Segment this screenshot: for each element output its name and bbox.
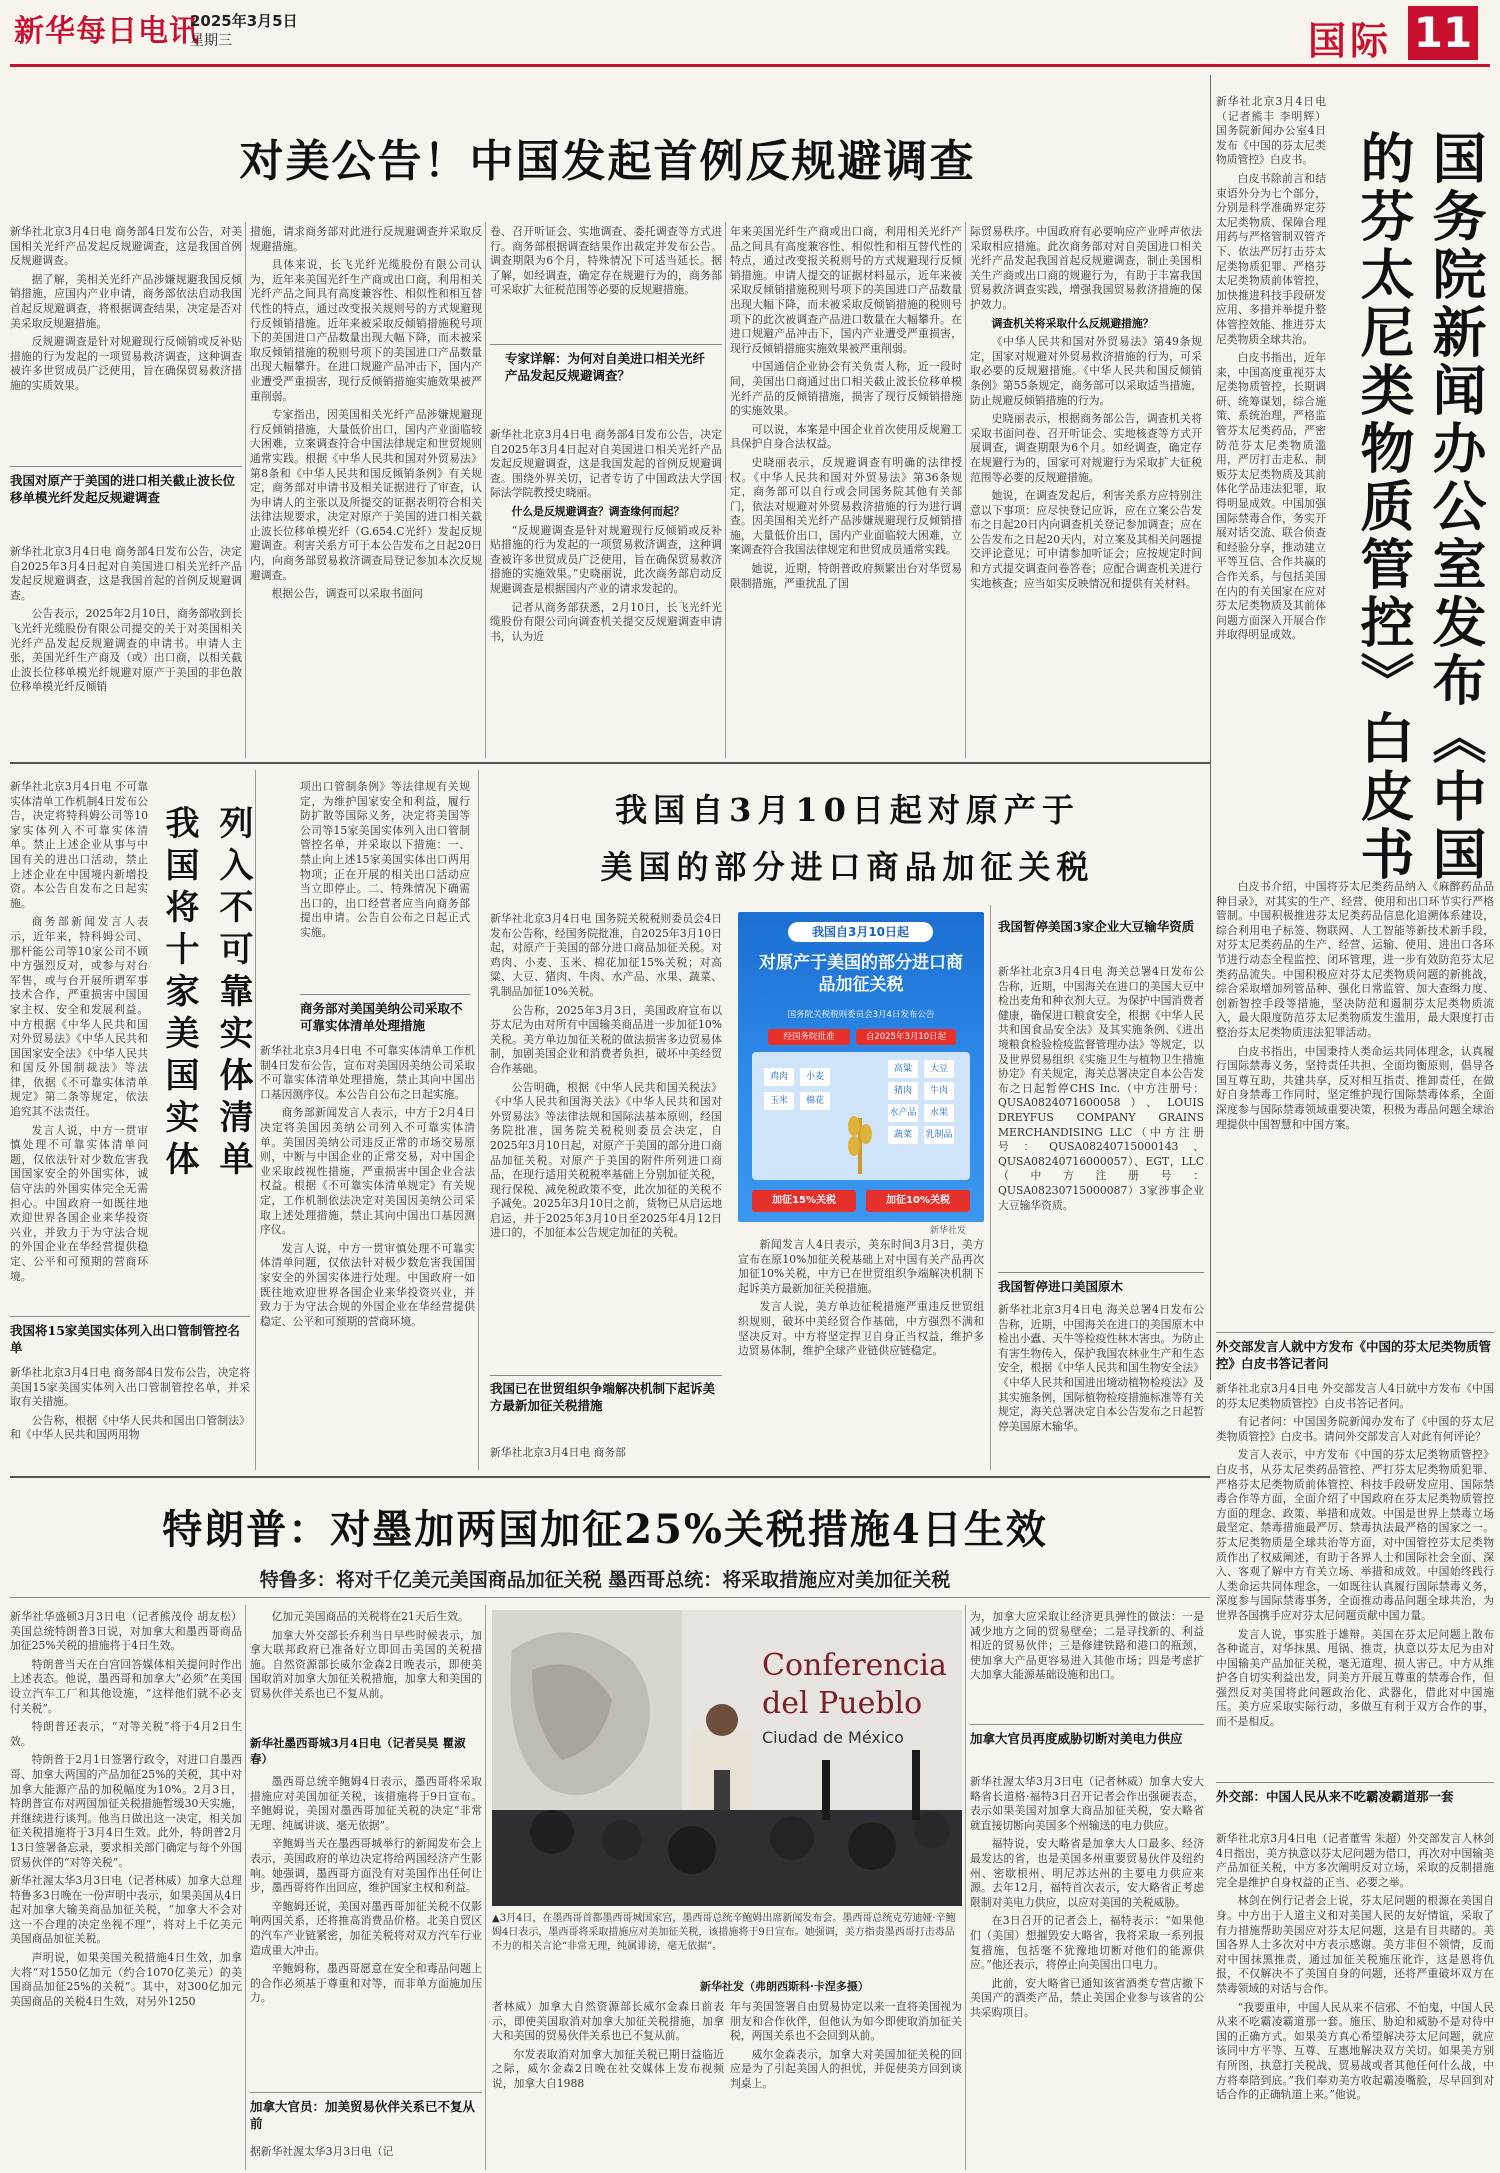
top-story-col5: 际贸易秩序。中国政府有必要响应产业呼声依法采取相应措施。此次商务部对对自美国进口相关光纤产品发起我国首起反规避调查，制止美国相关生产商或出口商的规避行为，有助于丰富我国贸易救济调查实践，增强我国贸易救济措施的保护效力。 调查机关将采取什么反规避措施？ 《中华人民共和国对外贸易法》第49条规定，国家对规避对外贸易救济措施的行为，可采取必要的反规避措施。《中华人民共和国反倾销条例》第55条规定，商务部可以采取适当措施，防止规避反倾销措施的行为。 史晓丽表示，根据商务部公告，调查机关将采取书面问卷、召开听证会、实地核查等方式开展调查，调查期限为6个月。如经调查，确定存在规避行为的，国家可对规避行为采取扩大征税范围等必要的反规避措施。 她说，在调查发起后，利害关系方应特别注意以下事项：应尽快登记应诉，应在立案公告发布之日起20日内向调查机关登记参加调查；应在公告发布之日起20天内，对立案及其相关问题提交评论意见；可申请参加听证会；应按规定时间和方式提交调查问卷答卷；应配合调查机关进行实地核查；应当如实反映情况和提供有关材料。 (970, 225, 1202, 590)
divider (245, 222, 246, 758)
item-10: 水产品 (888, 1104, 918, 1122)
tariff-col3: 新华社北京3月4日电 海关总署4日发布公告称，近期，中国海关在进口的美国原木中检出小蠹、天牛等检疫性林木害虫。为防止有害生物传入，保护我国农林业生产和生态安全，根据《中华人民共和国生物安全法》《中华人民共和国进出境动植物检疫法》及其实施条例，国际植物检疫措施标准等有关规定，海关总署决定自本公告发布之日起暂停美国原木输华。 (998, 1303, 1204, 1433)
tariff-col1: 新华社北京3月4日电 国务院关税税则委员会4日发布公告称，经国务院批准，自2025年3月10日起，对原产于美国的部分进口商品加征关税。对鸡肉、小麦、玉米、棉花加征15%关税；对高粱、大豆、猪肉、牛肉、水产品、水果、蔬菜、乳制品加征10%关税。 公告称，2025年3月3日，美国政府宣布以芬太尼为由对所有中国输美商品进一步加征10%关税。美方单边加征关税的做法损害多边贸易体制，加剧美国企业和消费者负担，破坏中美经贸合作基础。 公告明确，根据《中华人民共和国关税法》《中华人民共和国海关法》《中华人民共和国对外贸易法》等法律法规和国际法基本原则，经国务院批准，国务院关税税则委员会决定，自2025年3月10日起，对原产于美国的部分进口商品加征关税。对原产于美国的附件所列进口商品，在现行适用关税税率基础上分别加征关税，现行保税、减免税政策不变，此次加征的关税不予减免。2025年3月10日之前，货物已从启运地启运，并于2025年3月10日至2025年4月12日进口的，不加征本公告规定加征的关税。 (490, 912, 722, 1240)
tariff-headline-b: 美国的部分进口商品加征关税 (600, 848, 1095, 886)
trump-sub2: 加拿大官员：加美贸易伙伴关系已不复从前 (250, 2099, 476, 2131)
tariff-col1b: 新闻发言人4日表示，美东时间3月3日，美方宣布在原10%加征关税基础上对中国有关产品再次加征10%关税，中方已在世贸组织争端解决机制下起诉美方最新加征关税措施。 发言人说，美方单边征税措施严重违反世贸组织规则，破坏中美经贸合作基础，中方强烈不满和坚决反对。中方将坚定捍卫自身正当权益，维护多边贸易体制，维护全球产业链供应链稳定。 (738, 1238, 984, 1358)
item-15: 棉花 (800, 1092, 830, 1110)
divider (1216, 1782, 1494, 1783)
tariff-infographic (738, 912, 984, 1222)
tariff-sub3: 我国暂停进口美国原木 (998, 1279, 1124, 1294)
tariff-sub2: 我国暂停美国3家企业大豆输华资质 (998, 919, 1195, 934)
entity-story-colA: 新华社北京3月4日电 不可靠实体清单工作机制4日发布公告，决定将特科姆公司等10家实体列入不可靠实体清单。禁止上述企业从事与中国有关的进出口活动，禁止上述企业在中国境内新增投资。本公告自发布之日起实施。 商务部新闻发言人表示，近年来，特科姆公司、那杆能公司等10家公司不顾中方强烈反对，或参与对台军售，或与台开展所谓军事技术合作，严重损害中国国家主权、安全和发展利益。中方根据《中华人民共和国对外贸易法》《中华人民共和国国家安全法》《中华人民共和国反外国制裁法》等法律，依据《不可靠实体清单规定》第二条等规定，依法追究其不法责任。 发言人说，中方一贯审慎处理不可靠实体清单问题，仅依法针对少数危害我国国家安全的外国实体，诚信守法的外国实体完全无需担心。中国政府一如既往地欢迎世界各国企业来华投资兴业，并致力于为守法合规的外国企业在华经营提供稳定、公平和可预期的营商环境。 (10, 780, 148, 1283)
divider (1216, 1332, 1494, 1333)
divider (485, 222, 486, 758)
photo-text-3: Ciudad de México (762, 1728, 904, 1747)
wheat-icon (838, 1112, 882, 1176)
divider (990, 905, 991, 1470)
trump-col1: 新华社华盛顿3月3日电（记者熊茂伶 胡友松）美国总统特朗普3日说，对加拿大和墨西哥商品加征25%关税的措施将于4日生效。 特朗普当天在白宫回答媒体相关提问时作出上述表态。他说，墨西哥和加拿大“必须”在美国设立汽车工厂和其他设施，“这样他们就不必支付关税”。 特朗普还表示，“对等关税”将于4月2日生效。 特朗普于2月1日签署行政令，对进口自墨西哥、加拿大两国的产品加征25%的关税，其中对加拿大能源产品的加税幅度为10%。2月3日，特朗普宣布对两国加征关税措施暂缓30天实施，并继续进行谈判。他当日做出这一决定，相关加征关税措施将于3月4日生效。此外，特朗普2月13日签署备忘录，要求相关部门确定与每个外国贸易伙伴的“对等关税”。 新华社渥太华3月3日电（记者林威）加拿大总理特鲁多3日晚在一份声明中表示，如果美国从4日起对加拿大输美商品加征关税，“加拿大不会对这一不合理的决定坐视不理”，将对上千亿美元美国商品加征关税。 声明说，如果美国关税措施4日生效，加拿大将“对1550亿加元（约合1070亿美元）的美国商品加征25%的关税”。其中，对300亿加元美国商品的关税4日生效，对另外1250 (10, 1610, 242, 2008)
top-story-col3b: 新华社北京3月4日电 商务部4日发布公告，决定自2025年3月4日起对自美国进口相关光纤产品发起反规避调查，这是我国发起的首例反规避调查。围绕外界关切，记者专访了中国政法大学国际法学院教授史晓丽。 什么是反规避调查？调查缘何而起？ “反规避调查是针对规避现行反倾销或反补贴措施的行为发起的一项贸易救济调查，这种调查被许多世贸成员广泛使用，旨在确保贸易救济措施的实施效果。”史晓丽说，此次商务部启动反规避调查是根据国内产业的请求发起的。 记者从商务部获悉，2月10日，长飞光纤光缆股份有限公司向调查机关提交反规避调查申请书，认为近 (490, 428, 722, 643)
divider (998, 1272, 1204, 1273)
photo-text-2: del Pueblo (762, 1686, 923, 1721)
side-story-colA: 新华社北京3月4日电（记者熊丰 李明辉）国务院新闻办公室4日发布《中国的芬太尼类物质管控》白皮书。 白皮书除前言和结束语外分为七个部分，分别是科学准确界定芬太尼类物质、保障合理用药与严格管制双管齐下、依法严厉打击芬太尼类物质犯罪、严格芬太尼类物质前体管控，加快推进科技手段研发应用、多措并举提升整体管控效能、推进芬太尼类物质全球共治。 白皮书指出，近年来，中国高度重视芬太尼类物质管控，长期调研、统筹谋划，综合施策、系统治理，严格监管芬太尼类药品，严密防范芬太尼类物质滥用，严厉打击走私、制贩芬太尼类物质及其前体化学品违法犯罪，取得明显成效。中国加强国际禁毒合作，务实开展对话交流、联合侦查和经验分享，推动建立平等互信、合作共赢的合作关系，与包括美国在内的有关国家在应对芬太尼类物质及其前体问题方面深入开展合作并取得明显成效。 (1216, 95, 1326, 642)
side-story-headline: 国务院新闻办公室发布《中国的芬太尼类物质管控》白皮书 (1352, 130, 1488, 884)
rate-15-tag: 加征15%关税 (752, 1190, 856, 1212)
issue-weekday: 星期三 (190, 33, 232, 49)
entity-story-colB2: 新华社北京3月4日电 不可靠实体清单工作机制4日发布公告，宣布对美国因美纳公司采取不可靠实体清单处理措施，禁止其向中国出口基因测序仪。本公告自公布之日起实施。 商务部新闻发言人表示，中方于2月4日决定将美国因美纳公司列入不可靠实体清单。美国因美纳公司违反正常的市场交易原则，中断与中国企业的正常交易，对中国企业采取歧视性措施，严重损害中国企业合法权益。根据《不可靠实体清单规定》有关规定，工作机制依法决定对美国因美纳公司采取上述处理措施，禁止其向中国出口基因测序仪。 发言人说，中方一贯审慎处理不可靠实体清单问题，仅依法针对极少数危害我国国家安全的外国实体进行处理。中国政府一如既往地欢迎世界各国企业来华投资兴业，并致力于为守法合规的外国企业在华经营提供稳定、公平和可预期的营商环境。 (260, 1044, 475, 1328)
infographic-pill1: 经国务院批准 (768, 1029, 850, 1045)
photo-credit: 新华社发（弗朗西斯科·卡涅多摄） (700, 1980, 869, 1993)
item-15: 玉米 (764, 1092, 794, 1110)
divider (490, 1375, 722, 1376)
infographic-title: 对原产于美国的部分进口商品加征关税 (759, 953, 963, 995)
infographic-tag: 我国自3月10日起 (788, 922, 933, 942)
top-story-col1b: 新华社北京3月4日电 商务部4日发布公告，决定自2025年3月4日起对自美国进口相关光纤产品发起反规避调查，这是我国首起的首例反规避调查。 公告表示，2025年2月10日，商务部收到长飞光纤光缆股份有限公司提交的关于对美国相关光纤产品发起反规避调查的申请书。申请人主张，美国光纤生产商及（或）出口商，以相关截止波长位移单模光纤规避对原产于美国的非色散位移单模光纤反倾销 (10, 545, 242, 694)
divider (965, 1605, 966, 2170)
tariff-col2: 新华社北京3月4日电 海关总署4日发布公告称，近期，中国海关在进口的美国大豆中检出麦角和种衣剂大豆。为保护中国消费者健康，确保进口粮食安全，根据《中华人民共和国食品安全法》及其实施条例、《进出境粮食检验检疫监督管理办法》等规定，以及世界贸易组织《实施卫生与植物卫生措施协定》有关规定，海关总署决定自本公告发布之日起暂停CHS Inc.（中方注册号：QUSA0824071600058）、LOUIS DREYFUS COMPANY GRAINS MERCHANDISING LLC（中方注册号：QUSA08240715000143、QUSA08240716000057）、EGT，LLC（中方注册号：QUSA08230715000087）3家涉事企业大豆输华资质。 (998, 965, 1204, 1212)
rate-10-tag: 加征10%关税 (866, 1190, 970, 1212)
trump-col2b: 墨西哥总统辛鲍姆4日表示，墨西哥将采取措施应对美国加征关税，该措施将于9日宣布。辛鲍姆说，美国对墨西哥加征关税的决定“非常无理、纯属讲谈、毫无依据”。 辛鲍姆当天在墨西哥城举行的新闻发布会上表示，美国政府的单边决定将给两国经济产生影响。她强调，墨西哥方面没有对美国作出任何让步，墨西哥将作出回应，维护国家主权和利益。 辛鲍姆还说，美国对墨西哥加征关税不仅影响两国关系，还将推高消费品价格。北美自贸区的汽车产业链紧密，加征关税将对双方汽车行业造成重大冲击。 辛鲍姆称，墨西哥愿意在安全和毒品问题上的合作必须基于尊重和对等，而非单方面施加压力。 (250, 1775, 482, 2005)
item-10: 大豆 (924, 1060, 954, 1078)
side-story-colB: 白皮书介绍，中国将芬太尼类药品纳入《麻醉药品品种目录》，对其实的生产、经营、使用和出口环节实行严格管制。中国积极推进芬太尼类药品信息化追溯体系建设，综合利用电子标签、物联网、人工智能等新技术新手段，对芬太尼类药品的生产、经营、运输、使用、进出口各环节进行动态全程监控、闭环管理，进一步有效防范芬太尼类药品流失。中国积极应对芬太尼类物质问题的新挑战，综合采取增加列管品种、强化日常监管、加大查缉力度、创新智控手段等措施，坚决防范和遏制芬太尼类物质流入，最大限度防范芬太尼类物质发生滥用，最大限度打击整治芬太尼类物质违法犯罪活动。 白皮书指出，中国秉持人类命运共同体理念，认真履行国际禁毒义务，坚持责任共担、全面均衡原则，倡导各国互尊互助，共建共享，反对相互指责、推卸责任，在做好自身禁毒工作同时，坚定维护现行国际禁毒体系，全面深度参与国际禁毒领域重要决策，积极为毒品问题全球治理提供中国智慧和中国方案。 (1216, 880, 1494, 1131)
item-15: 鸡肉 (764, 1068, 794, 1086)
tariff-col1c: 新华社北京3月4日电 商务部 (490, 1446, 626, 1459)
trump-col3: 者林威）加拿大自然资源部长威尔金森日前表示，即使美国取消对加拿大加征关税措施，加拿大和美国的贸易伙伴关系也已不复从前。 尔发表取消对加拿大加征关税已期日益临近之际，威尔金森2日晚在社交媒体上发布视频说，加拿大自1988 (492, 2000, 724, 2090)
divider (255, 770, 256, 1470)
side-story-colC: 新华社北京3月4日电 外交部发言人4日就中方发布《中国的芬太尼类物质管控》白皮书答记者问。 有记者问：中国国务院新闻办发布了《中国的芬太尼类物质管控》白皮书。请问外交部发言人对此有何评论？ 发言人表示，中方发布《中国的芬太尼类物质管控》白皮书，从芬太尼类药品管控、严打芬太尼类物质犯罪、严格芬太尼类物质前体管控、科技手段研发应用、国际禁毒合作等方面，全面介绍了中国政府在芬太尼类物质管控方面的理念、政策、举措和成效。中国是世界上禁毒立场最坚定、禁毒措施最严厉、禁毒执法最严格的国家之一。芬太尼类物质是全球共治等方面，对中国管控芬太尼类物质作出了权威阐述，有助于各界人士和国际社会全面、深入、客观了解中方有关立场、举措和成效。中国始终践行人类命运共同体理念，一如既往认真履行国际禁毒义务，深度参与国际禁毒事务，全面推动毒品问题全球共治，为世界各国携手应对芬太尼问题贡献中国力量。 发言人说，事实胜于雄辩。美国在芬太尼问题上散布各种谎言，对华抹黑、甩锅、推责，执意以芬太尼为由对中国输美产品加征关税，毫无道理、损人害己。中方从维护各自切实利益出发，同美方开展互尊重的禁毒合作，但强烈反对美国将此问题政治化、武器化，借此对中国施压。美方应采取实际行动，多做互有利于双方合作的事，而不是相反。 (1216, 1382, 1494, 1729)
top-story-col2: 措施，请求商务部对此进行反规避调查并采取反规避措施。 具体来说，长飞光纤光缆股份有限公司认为，近年来美国光纤生产商或出口商，利用相关光纤产品之间具有高度兼容性、相似性和相互替代性的特点，通过改变报关规则号的方式规避现行反倾销措施。近年来被采取反倾销措施税号项下的美国进口产品数量出现大幅下降，而未被采取反倾销措施的税则号项下的美国进口产品数量出现大幅攀升。在进口规避产品冲击下，国内产业遭受严重损害，现行反倾销措施实施效果被严重削弱。 专家指出，因美国相关光纤产品涉嫌规避现行反倾销措施，大量低价出口，国内产业面临较大困难，立案调查符合中国法律规定和世贸规则通常实践。根据《中华人民共和国对外贸易法》第8条和《中华人民共和国反倾销条例》有关规定，商务部对申请书及相关证据进行了审查，认为申请人的主张以及所提交的证据表明符合相关法律法规要求，决定对原产于美国的进口相关截止波长位移单模光纤（G.654.C光纤）发起反规避调查。利害关系方可于本公告发布之日起20日内，向商务部贸易救济调查局登记参加本次反规避调查。 根据公告，调查可以采取书面问 (250, 225, 482, 601)
top-story-col1: 新华社北京3月4日电 商务部4日发布公告，对美国相关光纤产品发起反规避调查，这是我国首例反规避调查。 据了解，美相关光纤产品涉嫌规避我国反倾销措施，应国内产业申请，商务部依法启动我国首起反规避调查，将根据调查结果，决定是否对美采取反规避措施。 反规避调查是针对规避现行反倾销或反补贴措施的行为发起的一项贸易救济调查，这种调查被许多世贸成员广泛使用，旨在确保贸易救济措施的实质效果。 (10, 225, 242, 392)
item-10: 乳制品 (924, 1126, 954, 1144)
divider (490, 344, 722, 345)
divider (250, 2092, 482, 2093)
entity-story-sub1: 我国将15家美国实体列入出口管制管控名单 (10, 1323, 240, 1355)
item-10: 蔬菜 (888, 1126, 918, 1144)
trump-col3b: 年与美国签署自由贸易协定以来一直将美国视为朋友和合作伙伴，但他认为如今即使取消加征关税，两国关系也不会回到从前。 威尔金森表示，加拿大对美国加征关税的回应是为了引起美国人的担忧，并促使美方回到谈判桌上。 (730, 2000, 962, 2090)
divider (10, 1316, 250, 1317)
tariff-headline-a: 我国自3月10日起对原产于 (615, 791, 1080, 829)
top-story-sub1: 我国对原产于美国的进口相关截止波长位移单模光纤发起反规避调查 (10, 473, 236, 505)
infographic-pill2: 自2025年3月10日起 (856, 1029, 956, 1045)
masthead-rule (10, 64, 1490, 67)
trump-sub3: 加拿大官员再度威胁切断对美电力供应 (970, 1731, 1183, 1746)
divider (970, 1724, 1204, 1725)
trump-col4b: 新华社渥太华3月3日电（记者林威）加拿大安大略省长道格·福特3日召开记者会作出强硬表态，表示如果美国对加拿大商品加征关税，安大略省就直接切断向美国多个州输送的电力供应。 福特说，安大略省是加拿大人口最多、经济最发达的省，也是美国多州重要贸易伙伴及纽约州、密歇根州、明尼苏达州的主要电力供应来源。去年12月，福特首次表示，安大略省正考虑限制对美电力供应，以应对美国的关税威胁。 在3日召开的记者会上，福特表示：“如果他们（美国）想摧毁安大略省，我将采取一系列报复措施，包括毫不犹豫地切断对他们的能源供应。”他还表示，将停止向美国出口电力。 此前，安大略省已通知该省酒类专营店撤下美国产的酒类产品，禁止美国企业参与该省的公共采购项目。 (970, 1775, 1204, 2019)
infographic-panel (752, 1052, 970, 1180)
divider (245, 1605, 246, 2170)
entity-headline-a: 我国将十家美国实体 (159, 805, 199, 1183)
entity-headline-b: 列入不可靠实体清单 (213, 805, 253, 1183)
photo-caption: ▲3月4日，在墨西哥首都墨西哥城国家宫，墨西哥总统辛鲍姆出席新闻发布会。墨西哥总统克劳迪娅·辛鲍姆4日表示，墨西哥将采取措施应对美加征关税，该措施将于9日宣布。她强调，美方指责墨西哥打击毒品不力的相关言论“非常无理，纯属诽谤，毫无依据”。 (492, 1913, 956, 1952)
entity-story-colA2: 新华社北京3月4日电 商务部4日发布公告，决定将美国15家美国实体列入出口管制管控名单，并采取有关措施。 公告称，根据《中华人民共和国出口管制法》和《中华人民共和国两用物 (10, 1366, 250, 1442)
divider (10, 466, 242, 467)
divider (725, 222, 726, 758)
side-story-sub1: 外交部发言人就中方发布《中国的芬太尼类物质管控》白皮书答记者问 (1216, 1339, 1492, 1371)
side-story-sub2: 外交部：中国人民从来不吃霸凌霸道那一套 (1216, 1789, 1454, 1804)
infographic-credit: 新华社发 (930, 1226, 967, 1236)
top-story-headline: 对美公告！中国发起首例反规避调查 (239, 136, 976, 187)
side-story-colD: 新华社北京3月4日电（记者董雪 朱超）外交部发言人林剑4日指出，美方执意以芬太尼问题为借口，再次对中国输美产品加征关税，中方多次阐明反对立场，采取的反制措施完全是维护自身权益的正当、必要之举。 林剑在例行记者会上说，芬太尼问题的根源在美国自身。中方出于人道主义和对美国人民的友好情谊，采取了有力措施帮助美国应对芬太尼问题，这是有目共睹的。美国各界人士多次对中方表示感谢。美方非但不领情，反而对中国抹黑推责，通过加征关税施压讹诈，这是恩将仇报，不仅解决不了美国自身的问题，还将严重破坏双方在禁毒领域的对话与合作。 “我要重申，中国人民从来不信邪、不怕鬼，中国人民从来不吃霸凌霸道那一套。施压、胁迫和威胁不是对待中国的正确方式。如果美方真心希望解决芬太尼问题，就应该同中方平等、互尊、互惠地解决双方关切。如果美方别有所图，执意打关税战、贸易战或者其他任何什么战，中方将奉陪到底。”我们奉劝美方收起霸凌嘴脸，尽早回到对话合作的正确轨道上来。”他说。 (1216, 1832, 1494, 2102)
tariff-sub1: 我国已在世贸组织争端解决机制下起诉美方最新加征关税措施 (490, 1381, 716, 1413)
entity-story-sub2: 商务部对美国美纳公司采取不可靠实体清单处理措施 (300, 1001, 463, 1033)
page-number: 11 (1408, 6, 1478, 60)
masthead-logo: 新华每日电讯 (14, 14, 200, 49)
item-10: 猪肉 (888, 1082, 918, 1100)
divider (10, 1476, 1210, 1478)
trump-sub1: 新华社墨西哥城3月4日电（记者吴昊 瞿淑春） (250, 1736, 466, 1766)
item-10: 牛肉 (924, 1082, 954, 1100)
item-10: 水果 (924, 1104, 954, 1122)
issue-date: 2025年3月5日 (190, 12, 298, 30)
divider (478, 770, 479, 1470)
top-story-sub2: 专家详解：为何对自美进口相关光纤产品发起反规避调查？ (505, 351, 706, 383)
infographic-source: 国务院关税税则委员会3月4日发布公告 (787, 1010, 935, 1020)
trump-headline: 特朗普：对墨加两国加征25%关税措施4日生效 (162, 1506, 1048, 1553)
divider (1210, 75, 1211, 1380)
trump-col2c: 据新华社渥太华3月3日电（记 (250, 2145, 394, 2158)
divider (10, 1597, 1210, 1598)
item-10: 高粱 (888, 1060, 918, 1078)
divider (485, 1605, 486, 2170)
trump-col4: 为，加拿大应采取让经济更具弹性的做法：一是减少地方之间的贸易壁垒；二是寻找新的、利益相近的贸易伙伴；三是修建铁路和港口的瓶颈，使加拿大产品更容易进入其他市场；四是考虑扩大加拿大能源基础设施和出口。 (970, 1610, 1204, 1682)
divider (10, 762, 1210, 764)
top-story-col3: 卷、召开听证会、实地调查、委托调查等方式进行。商务部根据调查结果作出裁定并发布公告。调查期限为6个月，特殊情况下可适当延长。据了解，如经调查，确定存在规避行为的，商务部可采取扩大征税范围等必要的反规避措施。 (490, 225, 722, 297)
section-name: 国际 (1308, 18, 1393, 63)
trump-col2: 亿加元美国商品的关税将在21天后生效。 加拿大外交部长乔利当日早些时候表示，加拿大联邦政府已准备好立即回击美国的关税措施。自然资源部长威尔金森2日晚表示，即使美国取消对加拿大加征关税措施，加拿大和美国的贸易伙伴关系也已不复从前。 (250, 1610, 482, 1700)
photo-text-1: Conferencia (762, 1648, 947, 1683)
divider (965, 222, 966, 758)
divider (300, 994, 470, 995)
trump-subhead: 特鲁多：将对千亿美元美国商品加征关税 墨西哥总统：将采取措施应对美加征关税 (259, 1569, 951, 1591)
item-15: 小麦 (800, 1068, 830, 1086)
news-photo (492, 1610, 962, 1906)
entity-story-colB: 项出口管制条例》等法律规有关规定，为维护国家安全和利益，履行防扩散等国际义务，决定将美国等公司等15家美国实体列入出口管制管控名单，并采取以下措施：一、禁止向上述15家美国实体出口两用物项；正在开展的相关出口活动应当立即停止。二、特殊情况下确需出口的，出口经营者应当向商务部提出申请。公告自公布之日起正式实施。 (300, 780, 470, 939)
top-story-col4: 年来美国光纤生产商或出口商，利用相关光纤产品之间具有高度兼容性、相似性和相互替代性的特点，通过改变报关税则号的方式规避现行反倾销措施。申请人提交的证据材料显示，近年来被采取反倾销措施税则号项下的美国进口产品数量出现大幅下降，而未被采取反倾销措施的税则号项下的此次被调查产品进口数量在大幅攀升。在进口规避产品冲击下，国内产业遭受严重损害，现行反倾销措施实施效果被严重削弱。 中国通信企业协会有关负责人称，近一段时间，美国出口商通过出口相关截止波长位移单模光纤产品的反倾销措施，损害了现行反倾销措施的实施效果。 可以说，本案是中国企业首次使用反规避工具保护自身合法权益。 史晓丽表示，反规避调查有明确的法律授权。《中华人民共和国对外贸易法》第36条规定，商务部可以自行或会同国务院其他有关部门，依法对规避对外贸易救济措施的行为进行调查。因美国相关光纤产品涉嫌规避现行反倾销措施，大量低价出口，国内产业面临较大困难，立案调查符合我国法律规定和世贸成员通常实践。 她说，近期，特朗普政府频繁出台对华贸易限制措施，严重扰乱了国 (730, 225, 962, 590)
